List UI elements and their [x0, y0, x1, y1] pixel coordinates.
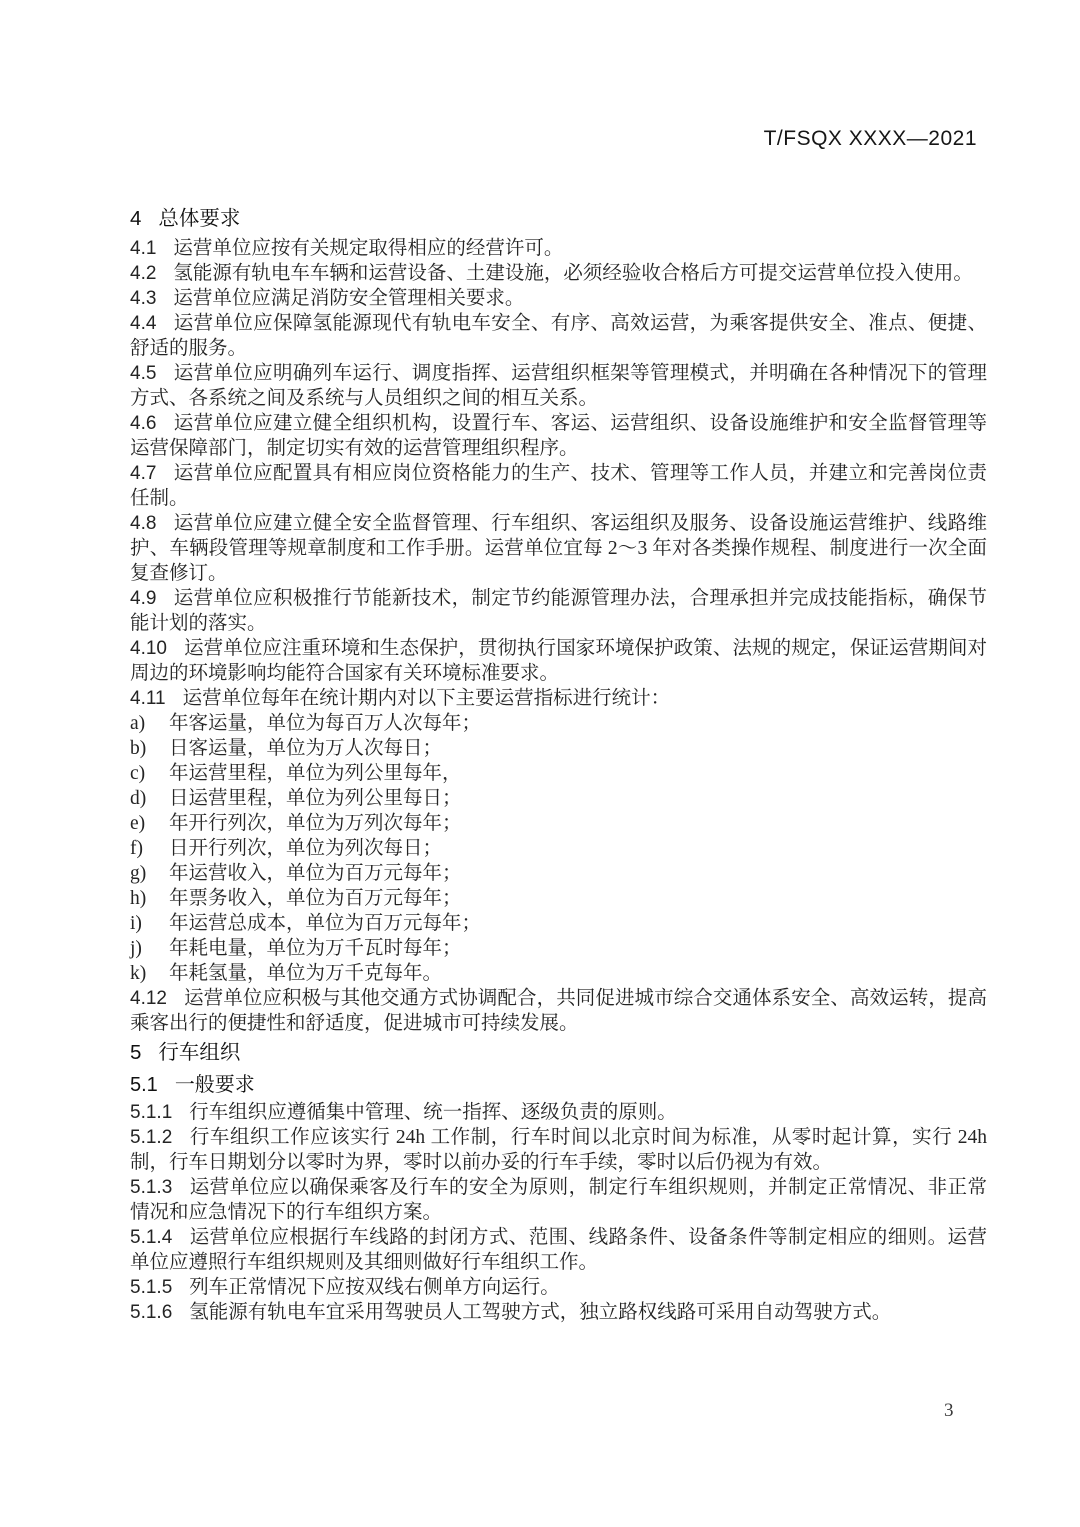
item-label: b)	[130, 738, 147, 759]
clause-number: 4.4	[130, 313, 157, 334]
clause-text: 氢能源有轨电车宜采用驾驶员人工驾驶方式，独立路权线路可采用自动驾驶方式。	[189, 1302, 892, 1323]
clause-text: 运营单位应建立健全安全监督管理、行车组织、客运组织及服务、设备设施运营维护、线路维护、车辆段管理等规章制度和工作手册。运营单位宜每 2～3 年对各类操作规程、制度进行一次全面复查修订。	[130, 513, 987, 584]
item-label: k)	[130, 963, 147, 984]
clause-text: 运营单位应按有关规定取得相应的经营许可。	[173, 238, 564, 259]
clause-4.7	[130, 461, 987, 511]
clause-number: 4.7	[130, 463, 157, 484]
item-label: g)	[130, 863, 147, 884]
clause-5.1.3	[130, 1175, 987, 1225]
clause-5.1.6	[130, 1300, 987, 1325]
clause-number: 4.2	[130, 263, 157, 284]
heading-number: 5.1	[130, 1074, 158, 1096]
list-item-d	[130, 786, 987, 811]
clause-4.3	[130, 286, 987, 311]
clause-text: 运营单位应积极推行节能新技术，制定节约能源管理办法，合理承担并完成技能指标，确保节能计划的落实。	[130, 588, 987, 634]
item-label: e)	[130, 813, 146, 834]
item-text: 年开行列次，单位为万列次每年；	[169, 813, 462, 834]
clause-4.4	[130, 311, 987, 361]
clause-number: 4.11	[130, 688, 166, 709]
subsection-heading-5.1	[130, 1070, 987, 1100]
standard-number: T/FSQX XXXX—2021	[763, 127, 977, 150]
list-item-c	[130, 761, 987, 786]
clause-number: 5.1.6	[130, 1302, 173, 1323]
clause-text: 运营单位应积极与其他交通方式协调配合，共同促进城市综合交通体系安全、高效运转，提高乘客出行的便捷性和舒适度，促进城市可持续发展。	[130, 988, 987, 1034]
clause-number: 4.12	[130, 988, 167, 1009]
clause-number: 4.6	[130, 413, 157, 434]
clause-text: 氢能源有轨电车车辆和运营设备、土建设施，必须经验收合格后方可提交运营单位投入使用。	[173, 263, 973, 284]
clause-text: 运营单位每年在统计期内对以下主要运营指标进行统计：	[182, 688, 671, 709]
clause-4.5	[130, 361, 987, 411]
item-text: 日开行列次，单位为列次每日；	[169, 838, 443, 859]
clause-number: 5.1.2	[130, 1127, 173, 1148]
clause-text: 行车组织应遵循集中管理、统一指挥、逐级负责的原则。	[189, 1102, 677, 1123]
section-heading-5	[130, 1036, 987, 1070]
clause-number: 5.1.1	[130, 1102, 173, 1123]
clause-5.1.5	[130, 1275, 987, 1300]
item-label: c)	[130, 763, 146, 784]
page-header	[764, 127, 977, 151]
clause-text: 运营单位应建立健全组织机构，设置行车、客运、运营组织、设备设施维护和安全监督管理等运营保障部门，制定切实有效的运营管理组织程序。	[130, 413, 987, 459]
clause-text: 运营单位应注重环境和生态保护，贯彻执行国家环境保护政策、法规的规定，保证运营期间对周边的环境影响均能符合国家有关环境标准要求。	[130, 638, 987, 684]
clause-4.6	[130, 411, 987, 461]
item-text: 年客运量，单位为每百万人次每年；	[169, 713, 482, 734]
clause-number: 5.1.4	[130, 1227, 173, 1248]
list-item-g	[130, 861, 987, 886]
clause-text: 运营单位应根据行车线路的封闭方式、范围、线路条件、设备条件等制定相应的细则。运营单位应遵照行车组织规则及其细则做好行车组织工作。	[130, 1227, 987, 1273]
clause-number: 4.3	[130, 288, 157, 309]
item-label: d)	[130, 788, 147, 809]
clause-number: 5.1.3	[130, 1177, 173, 1198]
clause-number: 4.5	[130, 363, 157, 384]
clause-text: 运营单位应以确保乘客及行车的安全为原则，制定行车组织规则，并制定正常情况、非正常情况和应急情况下的行车组织方案。	[130, 1177, 987, 1223]
list-item-j	[130, 936, 987, 961]
item-label: i)	[130, 913, 142, 934]
clause-number: 4.9	[130, 588, 157, 609]
list-item-a	[130, 711, 987, 736]
clause-text: 运营单位应保障氢能源现代有轨电车安全、有序、高效运营，为乘客提供安全、准点、便捷、舒适的服务。	[130, 313, 987, 359]
item-label: a)	[130, 713, 146, 734]
list-item-h	[130, 886, 987, 911]
clause-4.1	[130, 236, 987, 261]
item-text: 年票务收入，单位为百万元每年；	[169, 888, 462, 909]
clause-4.8	[130, 511, 987, 586]
item-text: 年耗电量，单位为万千瓦时每年；	[169, 938, 462, 959]
clause-text: 运营单位应满足消防安全管理相关要求。	[173, 288, 525, 309]
item-text: 年耗氢量，单位为万千克每年。	[169, 963, 443, 984]
clause-4.2	[130, 261, 987, 286]
list-item-f	[130, 836, 987, 861]
item-label: h)	[130, 888, 147, 909]
clause-text: 运营单位应配置具有相应岗位资格能力的生产、技术、管理等工作人员，并建立和完善岗位责任制。	[130, 463, 987, 509]
document-content	[130, 202, 987, 1325]
clause-5.1.2	[130, 1125, 987, 1175]
item-label: j)	[130, 938, 142, 959]
heading-title: 总体要求	[158, 207, 241, 230]
section-heading-4	[130, 202, 987, 236]
clause-4.12	[130, 986, 987, 1036]
item-text: 年运营里程，单位为列公里每年，	[169, 763, 462, 784]
clause-number: 4.8	[130, 513, 157, 534]
clause-4.11	[130, 686, 987, 711]
item-text: 日运营里程，单位为列公里每日；	[169, 788, 462, 809]
clause-text: 列车正常情况下应按双线右侧单方向运行。	[189, 1277, 560, 1298]
clause-text: 运营单位应明确列车运行、调度指挥、运营组织框架等管理模式，并明确在各种情况下的管理方式、各系统之间及系统与人员组织之间的相互关系。	[130, 363, 987, 409]
heading-title: 一般要求	[174, 1074, 255, 1096]
heading-number: 4	[130, 207, 142, 230]
heading-number: 5	[130, 1041, 142, 1064]
item-text: 年运营总成本，单位为百万元每年；	[169, 913, 482, 934]
item-label: f)	[130, 838, 143, 859]
clause-number: 4.1	[130, 238, 157, 259]
clause-text: 行车组织工作应该实行 24h 工作制，行车时间以北京时间为标准，从零时起计算，实行 24h 制，行车日期划分以零时为界，零时以前办妥的行车手续，零时以后仍视为有效。	[130, 1127, 987, 1173]
clause-5.1.4	[130, 1225, 987, 1275]
clause-4.9	[130, 586, 987, 636]
item-text: 日客运量，单位为万人次每日；	[169, 738, 443, 759]
heading-title: 行车组织	[158, 1041, 241, 1064]
list-item-b	[130, 736, 987, 761]
page-footer	[944, 1400, 954, 1422]
list-item-k	[130, 961, 987, 986]
list-item-e	[130, 811, 987, 836]
clause-number: 5.1.5	[130, 1277, 173, 1298]
clause-5.1.1	[130, 1100, 987, 1125]
clause-4.10	[130, 636, 987, 686]
page-number: 3	[944, 1400, 954, 1421]
list-item-i	[130, 911, 987, 936]
clause-number: 4.10	[130, 638, 167, 659]
item-text: 年运营收入，单位为百万元每年；	[169, 863, 462, 884]
